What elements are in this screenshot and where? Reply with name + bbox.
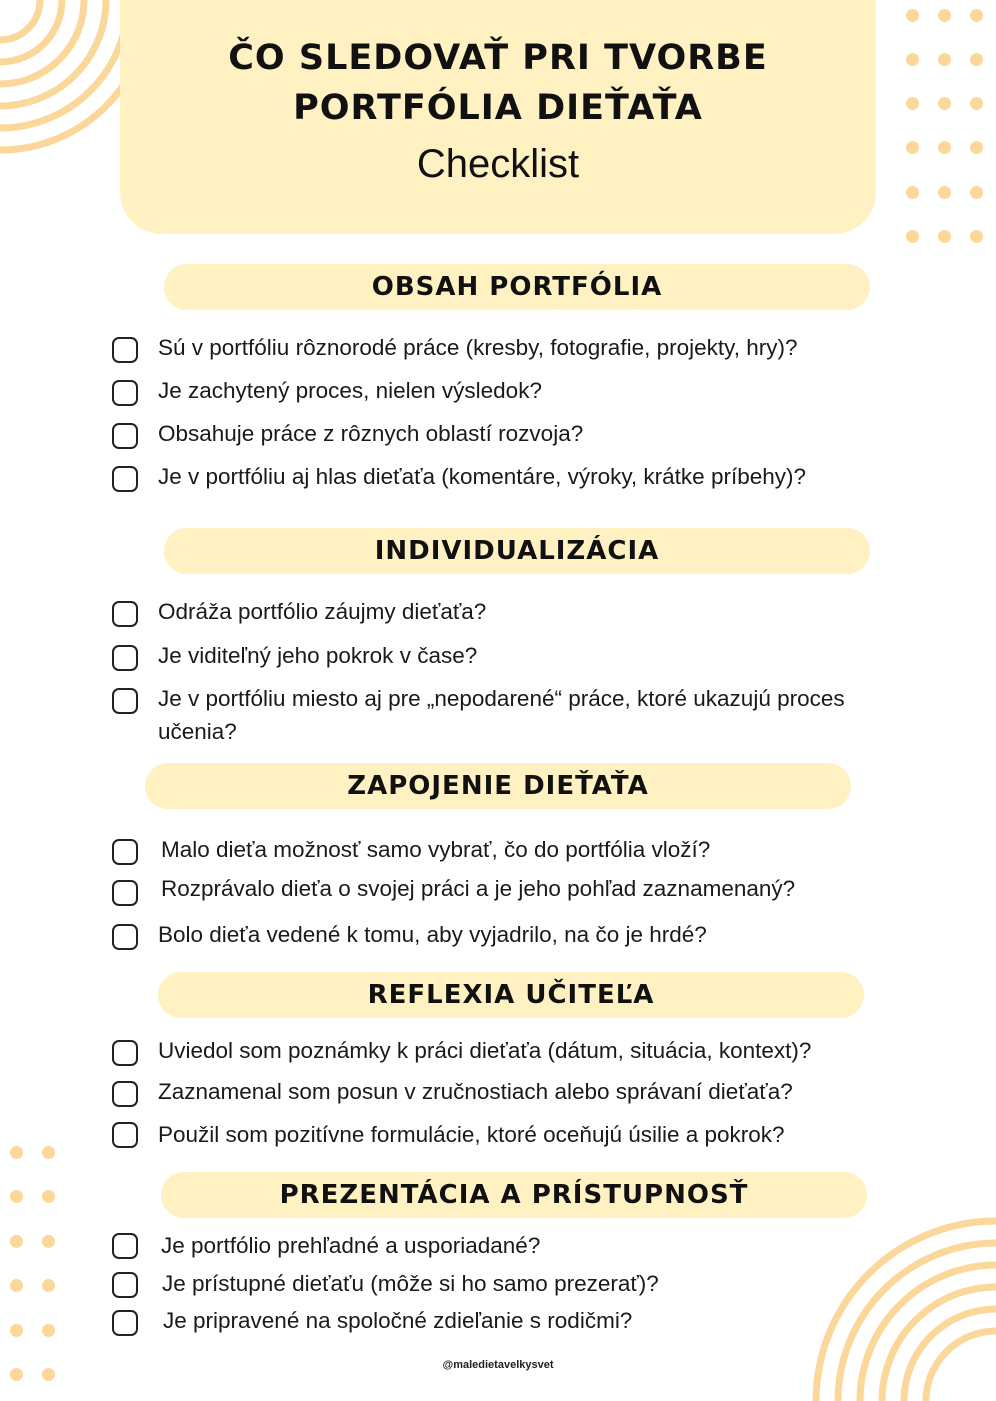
checklist-item-text: Malo dieťa možnosť samo vybrať, čo do portfólia vloží? (161, 837, 711, 862)
checklist-item-text: Odráža portfólio záujmy dieťaťa? (158, 599, 487, 624)
checkbox[interactable] (112, 645, 138, 671)
checklist-item-text: Použil som pozitívne formulácie, ktoré oceňujú úsilie a pokrok? (158, 1122, 785, 1147)
checkbox[interactable] (112, 1233, 138, 1259)
checklist-item-text: Je v portfóliu aj hlas dieťaťa (komentáre, výroky, krátke príbehy)? (158, 464, 806, 489)
checkbox[interactable] (112, 380, 138, 406)
section-header-prezentacia (161, 1172, 867, 1218)
checklist-item-text: Zaznamenal som posun v zručnostiach alebo správaní dieťaťa? (158, 1079, 793, 1104)
section-title: REFLEXIA UČITEĽA (367, 980, 655, 1010)
checkbox[interactable] (112, 466, 138, 492)
section-title: PREZENTÁCIA A PRÍSTUPNOSŤ (279, 1180, 749, 1210)
section-title: INDIVIDUALIZÁCIA (374, 536, 660, 566)
section-title: OBSAH PORTFÓLIA (371, 272, 663, 302)
checkbox[interactable] (112, 924, 138, 950)
checkbox[interactable] (112, 1081, 138, 1107)
page-title-line-1: ČO SLEDOVAŤ PRI TVORBE (228, 38, 768, 78)
section-header-reflexia (158, 972, 864, 1018)
checkbox[interactable] (112, 1040, 138, 1066)
checklist-item-text: Uviedol som poznámky k práci dieťaťa (dátum, situácia, kontext)? (158, 1038, 812, 1063)
section-header-individualizacia (164, 528, 870, 574)
checklist-item-text: Rozprávalo dieťa o svojej práci a je jeho pohľad zaznamenaný? (161, 876, 796, 901)
checklist-item-text: Obsahuje práce z rôznych oblastí rozvoja? (158, 421, 584, 446)
checklist-item-text: Je zachytený proces, nielen výsledok? (158, 378, 542, 403)
checkbox[interactable] (112, 880, 138, 906)
checkbox[interactable] (112, 1122, 138, 1148)
checklist-item-text: Je portfólio prehľadné a usporiadané? (161, 1233, 541, 1258)
checklist-item-text: Je v portfóliu miesto aj pre „nepodarené“ práce, ktoré ukazujú proces učenia? (158, 686, 845, 744)
checkbox[interactable] (112, 601, 138, 627)
page-subtitle: Checklist (416, 142, 580, 186)
checklist-item-text: Je prístupné dieťaťu (môže si ho samo prezerať)? (162, 1271, 659, 1296)
checkbox[interactable] (112, 423, 138, 449)
footer-handle: @maledietavelkysvet (442, 1359, 554, 1371)
checklist-item-text: Bolo dieťa vedené k tomu, aby vyjadrilo, na čo je hrdé? (158, 922, 707, 947)
checklist-item-text: Je viditeľný jeho pokrok v čase? (158, 643, 478, 668)
checkbox[interactable] (112, 337, 138, 363)
checkbox[interactable] (112, 1310, 138, 1336)
checklist-item-text: Sú v portfóliu rôznorodé práce (kresby, fotografie, projekty, hry)? (158, 335, 798, 360)
checkbox[interactable] (112, 688, 138, 714)
section-title: ZAPOJENIE DIEŤAŤA (347, 771, 649, 801)
page-title-line-2: PORTFÓLIA DIEŤAŤA (293, 88, 703, 128)
checkbox[interactable] (112, 839, 138, 865)
section-header-obsah (164, 264, 870, 310)
checklist-item-text: Je pripravené na spoločné zdieľanie s rodičmi? (163, 1308, 633, 1333)
checkbox[interactable] (112, 1272, 138, 1298)
section-header-zapojenie (145, 763, 851, 809)
